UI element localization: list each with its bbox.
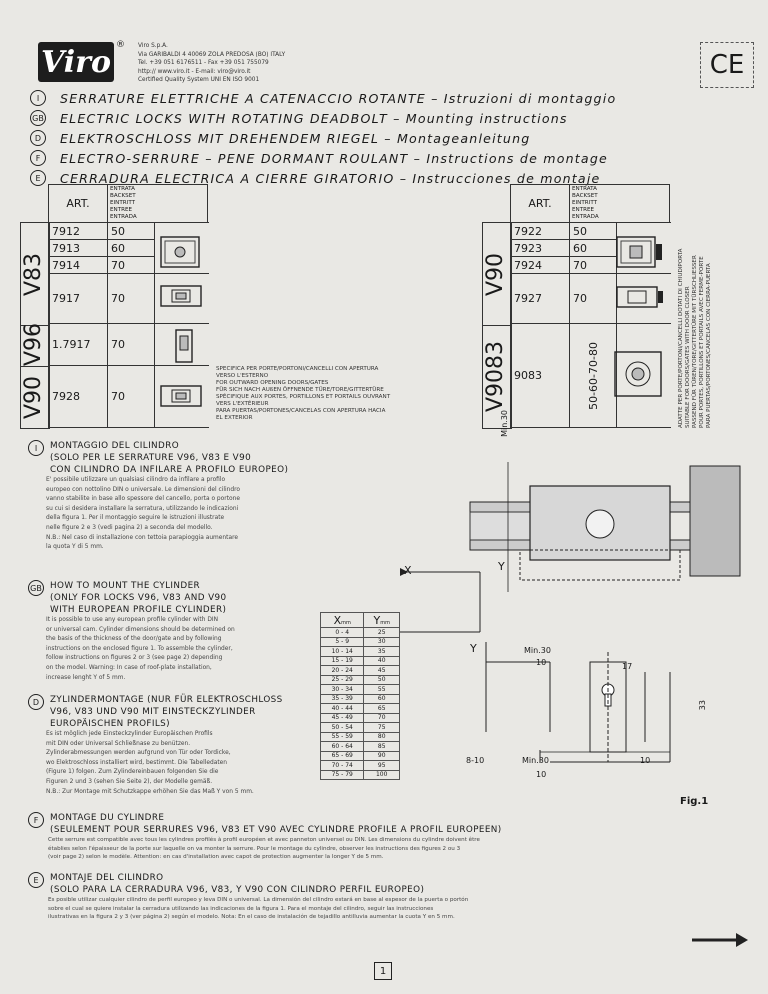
language-flag-icon: E [28, 872, 44, 888]
backset-label: ENTRADA [572, 214, 599, 220]
body-line: Zylinderabmessungen werden aufgrund von Tür oder Tordicke, [46, 750, 231, 757]
article-code: 7912 [49, 223, 108, 240]
body-line: N.B.: Nel caso di installazione con tettoia parapioggia aumentare [46, 534, 238, 541]
ce-mark: CE [700, 42, 754, 88]
body-line: la quota Y di 5 mm. [46, 544, 104, 551]
note-line: FOR OUTWARD OPENING DOORS/GATES [216, 380, 329, 386]
note-line: ADATTE PER PORTE/PORTONI/CANCELLI DOTATI DI CHIUDIPORTA [678, 248, 684, 428]
backset-value: 70 [570, 274, 617, 324]
x-range-cell: 35 - 39 [321, 694, 364, 704]
title-text: CERRADURA ELECTRICA A CIERRE GIRATORIO – Instrucciones de montaje [60, 170, 601, 186]
note-line: FÜR SICH NACH AUßEN ÖFFNENDE TÜRE/TORE/GITTERTÜRE [216, 387, 384, 393]
left-product-table [48, 184, 208, 223]
article-code: 7927 [511, 274, 570, 324]
article-code: 7923 [511, 240, 570, 257]
article-code: 1.7917 [49, 324, 108, 366]
x-range-cell: 75 - 79 [321, 770, 364, 780]
section-italian [28, 440, 368, 553]
lock-v96-icon [172, 328, 196, 364]
table-row [321, 751, 400, 761]
section-english [28, 580, 308, 683]
backset-value: 70 [108, 257, 155, 274]
y-value-cell: 55 [364, 685, 400, 695]
lock-v90-outward-icon [616, 282, 666, 312]
model-name: V90 [21, 375, 46, 419]
section-body [28, 896, 750, 922]
body-line: on the model. Warning: In case of roof-plate installation, [46, 664, 212, 671]
backset-value: 70 [570, 257, 617, 274]
y-header-label: Y [373, 613, 381, 627]
section-german [28, 694, 348, 797]
body-line: or universal cam. Cylinder dimensions should be determined on [46, 626, 235, 633]
article-code: 7913 [49, 240, 108, 257]
title-line: CON CILINDRO DA INFILARE A PROFILO EUROPEO) [50, 465, 289, 475]
title-line-it [30, 88, 616, 108]
note-line: SPÉCIFIQUE AUX PORTES, PORTILLONS ET PORTAILS OUVRANT [216, 394, 391, 400]
y-value-cell: 60 [364, 694, 400, 704]
table-row [321, 628, 400, 638]
model-name: V9083 [483, 340, 508, 412]
backset-label: EINTRITT [110, 200, 136, 206]
language-flag-icon: D [28, 694, 44, 710]
body-line: (Figure 1) folgen. Zum Zylindereinbauen folgenden Sie die [46, 769, 219, 776]
xy-table-body [321, 628, 400, 780]
note-line: POUR PORTES, PORTILLONS ET PORTAILS AVEC FERME-PORTE [699, 256, 705, 428]
dim-10-c: 10 [640, 756, 651, 765]
backset-value-cell [570, 324, 617, 428]
right-table-header [510, 184, 670, 223]
y-value-cell: 80 [364, 732, 400, 742]
body-line: europeo con nottolino DIN o universale. Le dimensioni del cilindro [46, 486, 241, 493]
x-header [321, 613, 364, 628]
dim-8-10: 8-10 [466, 756, 485, 765]
model-label-v90 [20, 366, 50, 429]
lock-v90-right-icon [616, 232, 666, 272]
xy-dimension-table [320, 612, 400, 780]
title-text: SERRATURE ELETTRICHE A CATENACCIO ROTANTE – Istruzioni di montaggio [60, 90, 617, 106]
backset-value: 60 [108, 240, 155, 257]
backset-value: 60 [570, 240, 617, 257]
article-code: 7922 [511, 223, 570, 240]
backset-value: 70 [108, 274, 155, 324]
x-range-cell: 25 - 29 [321, 675, 364, 685]
company-line: Via GARIBALDI 4 40069 ZOLA PREDOSA (BO) ITALY [138, 51, 286, 58]
model-label-v83 [20, 222, 50, 326]
section-body [28, 836, 750, 862]
language-flag-icon: I [28, 440, 44, 456]
lock-v83-outward-icon [160, 280, 206, 312]
body-line: E' possibile utilizzare un qualsiasi cilindro da infilare a profilo [46, 477, 226, 483]
article-code: 7928 [49, 366, 108, 428]
title-line: V96, V83 UND V90 MIT EINSTECKZYLINDER [50, 707, 256, 717]
dim-y-label: Y [498, 560, 505, 573]
body-line: Es posible utilizar cualquier cilindro de perfil europeo y leva DIN o universal. La dimensión del cilindro estará en base al espesor de la puerta o portón [48, 897, 469, 903]
model-name: V96 [21, 322, 46, 366]
unit-label: mm [341, 619, 351, 626]
dim-y-label-lower: Y [470, 642, 477, 655]
backset-label: ENTRADA [110, 214, 137, 220]
table-row [321, 770, 400, 780]
title-line: MONTAGE DU CYLINDRE [50, 813, 165, 823]
table-row [321, 732, 400, 742]
title-line: (ONLY FOR LOCKS V96, V83 AND V90 [50, 593, 227, 603]
section-spanish [28, 872, 750, 922]
x-range-cell: 20 - 24 [321, 666, 364, 676]
table-row [321, 761, 400, 771]
table-row [321, 656, 400, 666]
body-line: Es ist möglich jede Einsteckzylinder Europäischen Profils [46, 731, 213, 737]
section-body [28, 616, 308, 683]
note-line: SPECIFICA PER PORTE/PORTONI/CANCELLI CON APERTURA [216, 366, 379, 372]
x-range-cell: 70 - 74 [321, 761, 364, 771]
title-line: ZYLINDERMONTAGE (NUR FÜR ELEKTROSCHLOSS [50, 695, 283, 705]
y-value-cell: 95 [364, 761, 400, 771]
body-line: nelle figure 2 e 3 (vedi pagina 2) a seconda del modello. [46, 524, 213, 531]
title-line: HOW TO MOUNT THE CYLINDER [50, 581, 201, 591]
model-label-v90-right [482, 222, 512, 326]
backset-value: 50 [108, 223, 155, 240]
title-line: EUROPÄISCHEN PROFILS) [50, 719, 170, 729]
y-value-cell: 90 [364, 751, 400, 761]
title-line-fr [30, 148, 616, 168]
note-line: PARA PUERTAS/PORTONES/CANCELAS CON APERTURA HACIA [216, 408, 386, 414]
dim-min30-top: Min.30 [500, 410, 509, 437]
title-line-de [30, 128, 616, 148]
title-line: (SEULEMENT POUR SERRURES V96, V83 ET V90 AVEC CYLINDRE PROFILE A PROFIL EUROPEEN) [50, 825, 502, 835]
table-row [321, 637, 400, 647]
x-range-cell: 50 - 54 [321, 723, 364, 733]
x-range-cell: 65 - 69 [321, 751, 364, 761]
x-range-cell: 10 - 14 [321, 647, 364, 657]
x-range-cell: 30 - 34 [321, 685, 364, 695]
y-value-cell: 100 [364, 770, 400, 780]
lock-v83-icon [160, 232, 206, 272]
model-name: V83 [21, 252, 46, 296]
backset-value: 50-60-70-80 [586, 341, 600, 410]
dim-10-a: 10 [536, 658, 547, 667]
language-flag-icon: F [30, 150, 46, 166]
title-text: ELECTRIC LOCKS WITH ROTATING DEADBOLT – Mounting instructions [60, 110, 568, 126]
x-range-cell: 40 - 44 [321, 704, 364, 714]
article-code: 7914 [49, 257, 108, 274]
y-value-cell: 70 [364, 713, 400, 723]
language-flag-icon: D [30, 130, 46, 146]
body-line: follow instructions on figures 2 or 3 (see page 2) depending [46, 655, 223, 662]
note-line: PASSEND FÜR TÜREN/TORE/GITTERTÜRE MIT TÜRSCHLIESSER [692, 255, 698, 428]
company-line: Certified Quality System UNI EN ISO 9001 [138, 77, 260, 84]
backset-header [570, 185, 601, 222]
article-code: 7924 [511, 257, 570, 274]
art-header: ART. [511, 185, 570, 222]
y-value-cell: 35 [364, 647, 400, 657]
viro-logo: Viro [38, 42, 114, 82]
lock-v90-icon [160, 380, 206, 412]
company-info [138, 42, 285, 85]
table-row [321, 666, 400, 676]
body-line: Figuren 2 und 3 (sehen Sie Seite 2), der Modelle gemäß. [46, 778, 213, 785]
next-page-arrow-icon [692, 932, 748, 948]
section-title [50, 440, 288, 476]
section-title [50, 580, 227, 616]
table-row [321, 713, 400, 723]
body-line: (voir page 2) selon le modèle. Attention: en cas d'installation avec capot de protection augmenter la longer Y de 5 mm. [48, 854, 384, 861]
article-code: 7917 [49, 274, 108, 324]
title-line: MONTAJE DEL CILINDRO [50, 873, 164, 883]
language-flag-icon: E [30, 170, 46, 186]
y-value-cell: 45 [364, 666, 400, 676]
table-row [321, 647, 400, 657]
body-line: instructions on the enclosed figure 1. To assemble the cylinder, [46, 645, 233, 652]
language-flag-icon: I [30, 90, 46, 106]
title-text: ELECTRO-SERRURE – PENE DORMANT ROULANT – Instructions de montage [60, 150, 608, 166]
section-title [50, 812, 502, 836]
body-line: vanno stabilite in base allo spessore del cancello, porta o portone [46, 496, 240, 503]
backset-label: ENTREE [110, 207, 133, 213]
table-row [321, 723, 400, 733]
table-row [321, 704, 400, 714]
y-value-cell: 85 [364, 742, 400, 752]
y-value-cell: 65 [364, 704, 400, 714]
body-line: N.B.: Zur Montage mit Schutzkappe erhöhen Sie das Maß Y von 5 mm. [46, 788, 254, 795]
y-value-cell: 25 [364, 628, 400, 638]
backset-header [108, 185, 139, 222]
language-flag-icon: GB [30, 110, 46, 126]
note-line: VERSO L'ESTERNO [216, 373, 269, 379]
title-line-gb [30, 108, 616, 128]
backset-label: BACKSET [572, 193, 598, 199]
backset-value: 70 [108, 366, 155, 428]
art-header: ART. [49, 185, 108, 222]
section-french [28, 812, 750, 862]
body-line: It is possible to use any european profile cylinder with DIN [46, 617, 219, 623]
title-block [30, 88, 616, 188]
title-text: ELEKTROSCHLOSS MIT DREHENDEM RIEGEL – Montageanleitung [60, 130, 531, 146]
y-value-cell: 50 [364, 675, 400, 685]
model-label-v96 [20, 324, 50, 367]
backset-value: 70 [108, 324, 155, 366]
backset-label: BACKSET [110, 193, 136, 199]
body-line: increase lenght Y of 5 mm. [46, 674, 126, 681]
backset-label: EINTRITT [572, 200, 598, 206]
dim-x-label: X [404, 564, 412, 577]
left-table-header [48, 184, 208, 223]
y-header [364, 613, 400, 628]
section-body [28, 476, 368, 553]
title-line: MONTAGGIO DEL CILINDRO [50, 441, 180, 451]
table-header-row [321, 613, 400, 628]
table-row [321, 675, 400, 685]
backset-label: ENTRATA [110, 186, 135, 192]
body-line: wo Elektroschloss installiert wird, bestimmt. Die Tabelledaten [46, 759, 228, 766]
model-name: V90 [483, 252, 508, 296]
body-line: ilustrativas en la figura 2 y 3 (ver página 2) según el modelo. Nota: En el caso de instalación de tejadillo antilluvia aumentar la cuota Y en 5 mm. [48, 914, 455, 921]
backset-label: ENTREE [572, 207, 595, 213]
page-number: 1 [374, 962, 392, 980]
x-range-cell: 5 - 9 [321, 637, 364, 647]
body-line: Cette serrure est compatible avec tous les cylindres profilés à profil européen et avec panneton universel ou DIN. Les dimensions du cylindre doivent être [48, 837, 480, 843]
backset-value: 50 [570, 223, 617, 240]
x-range-cell: 15 - 19 [321, 656, 364, 666]
y-value-cell: 40 [364, 656, 400, 666]
y-value-cell: 75 [364, 723, 400, 733]
section-title [50, 694, 283, 730]
y-value-cell: 30 [364, 637, 400, 647]
body-line: the basis of the thickness of the door/gate and by following [46, 636, 222, 643]
body-line: établies selon l'épaisseur de la porte sur laquelle on va monter la serrure. Pour le montage du cylindre, observer les instructions des figures 2 ou 3 [48, 845, 461, 852]
title-line: (SOLO PARA LA CERRADURA V96, V83, Y V90 CON CILINDRO PERFIL EUROPEO) [50, 885, 425, 895]
dim-min30-b: Min.30 [522, 756, 549, 765]
table-row [321, 685, 400, 695]
title-line: (SOLO PER LE SERRATURE V96, V83 E V90 [50, 453, 252, 463]
registered-mark: ® [116, 40, 125, 50]
table-row [321, 742, 400, 752]
backset-label: ENTRATA [572, 186, 597, 192]
note-line: VERS L'EXTÉRIEUR [216, 401, 269, 407]
figure-1-diagram [400, 432, 750, 822]
x-range-cell: 60 - 64 [321, 742, 364, 752]
dim-10-b: 10 [536, 770, 547, 779]
dim-33: 33 [698, 700, 707, 711]
company-line: Tel. +39 051 6176511 - Fax +39 051 755079 [138, 60, 269, 67]
unit-label: mm [380, 619, 390, 626]
body-line: su cui si desidera installare la serratura, utilizzando le indicazioni [46, 505, 239, 512]
language-flag-icon: F [28, 812, 44, 828]
x-range-cell: 55 - 59 [321, 732, 364, 742]
table-row [321, 694, 400, 704]
note-line: PARA PUERTAS/PORTONES/CANCELAS CON CIERRA-PUERTA [706, 263, 712, 428]
company-line: http:// www.viro.it - E-mail: viro@viro.it [138, 68, 251, 75]
section-body [28, 730, 348, 797]
outward-opening-note [216, 366, 456, 422]
body-line: della figura 1. Per il montaggio seguire le istruzioni illustrate [46, 515, 225, 522]
x-header-label: X [333, 613, 342, 627]
right-product-table [510, 184, 670, 223]
note-line: EL EXTERIOR [216, 415, 253, 421]
section-title [50, 872, 424, 896]
body-line: mit DIN oder Universal Schließnase zu benützen. [46, 740, 191, 747]
note-line: SUITABLE FOR DOORS/GATES WITH DOOR CLOSER [685, 286, 691, 428]
x-range-cell: 0 - 4 [321, 628, 364, 638]
article-code: 9083 [511, 324, 570, 428]
door-closer-note [678, 184, 748, 428]
language-flag-icon: GB [28, 580, 44, 596]
x-range-cell: 45 - 49 [321, 713, 364, 723]
dim-17: 17 [622, 662, 633, 671]
body-line: sobre el cual se quiere instalar la cerradura utilizando las indicaciones de la figura 1. Para el montaje del cilindro, seguir las instrucciones [48, 905, 434, 912]
dim-min30-a: Min.30 [524, 646, 551, 655]
figure-caption: Fig.1 [680, 796, 709, 807]
company-line: Viro S.p.A. [138, 43, 168, 49]
lock-v9083-icon [614, 344, 666, 404]
title-line: WITH EUROPEAN PROFILE CYLINDER) [50, 605, 227, 615]
